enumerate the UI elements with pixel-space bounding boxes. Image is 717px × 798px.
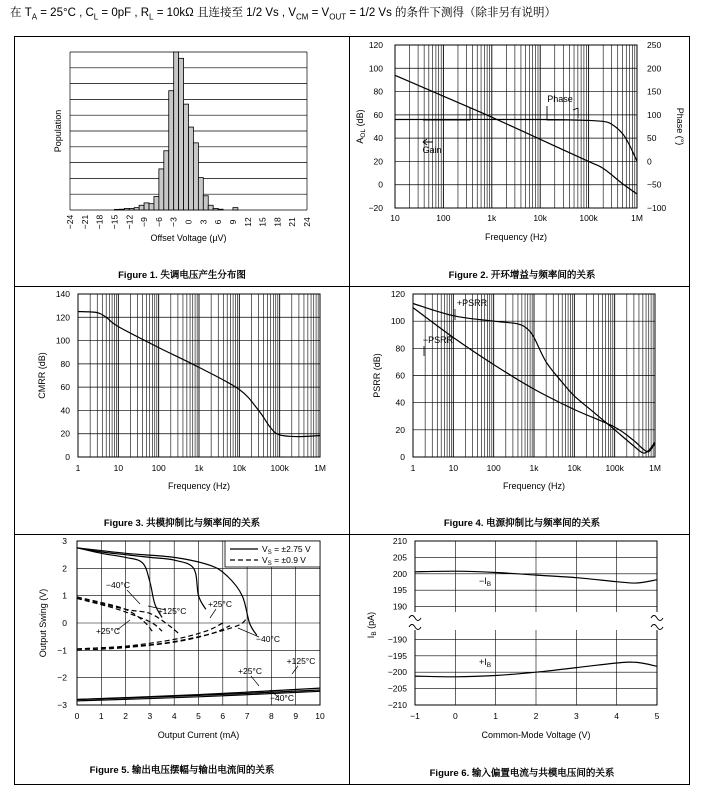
y-tick-label: 100 bbox=[55, 335, 70, 346]
chart-fig2 bbox=[355, 40, 685, 281]
x-tick-label: 15 bbox=[257, 217, 268, 227]
x-tick-label: 5 bbox=[196, 711, 201, 721]
cond-prefix: 在 T bbox=[10, 7, 32, 19]
chart-fig4 bbox=[372, 289, 661, 529]
y-tick-label: −2 bbox=[57, 672, 67, 683]
y-axis-label-part-1: B bbox=[371, 631, 378, 636]
y2-tick-label: 250 bbox=[647, 40, 662, 50]
histogram-bar bbox=[159, 169, 164, 210]
x-axis-label: Output Current (mA) bbox=[157, 730, 240, 740]
x-tick-label: 10k bbox=[533, 213, 548, 223]
y-tick-label: 120 bbox=[55, 312, 70, 323]
figure-caption: Figure 4. 电源抑制比与频率间的关系 bbox=[443, 518, 601, 529]
y-tick-label: 140 bbox=[55, 289, 70, 299]
x-tick-label: −18 bbox=[94, 214, 105, 230]
x-tick-label: 12 bbox=[242, 217, 253, 227]
y-tick-label: −195 bbox=[387, 650, 407, 661]
x-tick-label: 100 bbox=[486, 463, 501, 473]
x-tick-label: 2 bbox=[123, 711, 128, 721]
histogram-bar bbox=[119, 209, 124, 210]
histogram-bar bbox=[164, 151, 169, 210]
y-axis-label-part-2: (pA) bbox=[366, 611, 376, 632]
x-axis-label: Frequency (Hz) bbox=[167, 481, 231, 491]
neg-ib-annotation bbox=[479, 576, 491, 588]
chart-fig6 bbox=[366, 536, 663, 779]
gain-leader bbox=[423, 108, 470, 120]
neg-ib-annotation-part-0: −I bbox=[478, 576, 487, 586]
x-tick-label: 10 bbox=[315, 711, 325, 721]
x-tick-label: 1 bbox=[410, 463, 416, 473]
y-tick-label: −190 bbox=[387, 634, 407, 645]
pos-ib-annotation-part-0: +I bbox=[478, 657, 487, 667]
legend-entry-part-1: S bbox=[267, 549, 272, 556]
histogram-bar bbox=[144, 203, 149, 210]
temperature-annotation: −40°C bbox=[270, 693, 294, 703]
y-axis-label-part-0: A bbox=[355, 137, 365, 144]
x-tick-label: 3 bbox=[573, 711, 579, 721]
y-axis-label bbox=[366, 612, 378, 638]
phase-leader bbox=[547, 106, 578, 120]
cond-cl-val: = 0pF , R bbox=[98, 7, 150, 19]
y-tick-label: 0 bbox=[62, 618, 67, 628]
x-tick-label: −21 bbox=[79, 214, 90, 230]
histogram-bar bbox=[203, 196, 208, 210]
y2-tick-label: −50 bbox=[647, 179, 662, 190]
x-tick-label: 10 bbox=[113, 463, 124, 473]
y-axis-label bbox=[355, 109, 367, 143]
temperature-annotation: +25°C bbox=[208, 599, 232, 609]
x-tick-label: −15 bbox=[109, 214, 120, 230]
y-tick-label: 60 bbox=[395, 370, 405, 381]
y-tick-label: 80 bbox=[60, 358, 70, 369]
x-tick-label: 1M bbox=[631, 213, 643, 223]
chart-fig1 bbox=[53, 52, 312, 281]
x-tick-label: 8 bbox=[269, 711, 274, 721]
x-tick-label: 10k bbox=[567, 463, 582, 473]
x-tick-label: 5 bbox=[654, 711, 660, 721]
x-tick-label: 1M bbox=[649, 463, 661, 473]
y-tick-label: 60 bbox=[373, 109, 383, 120]
x-tick-label: 6 bbox=[220, 711, 226, 721]
x-tick-label: 1 bbox=[75, 463, 81, 473]
legend-entry-part-2: = ±2.75 V bbox=[271, 544, 311, 554]
histogram-bar bbox=[189, 127, 194, 210]
x-tick-label: 6 bbox=[213, 219, 224, 225]
histogram-bar bbox=[129, 208, 134, 210]
y-tick-label: 20 bbox=[395, 424, 405, 435]
x-tick-label: 10k bbox=[232, 463, 247, 473]
legend-entry-part-1: S bbox=[267, 560, 272, 567]
legend-entry-part-2: = ±0.9 V bbox=[271, 555, 306, 565]
x-tick-label: 18 bbox=[272, 217, 283, 227]
x-tick-label: 100 bbox=[151, 463, 166, 473]
cond-ta-sub: A bbox=[31, 12, 38, 22]
x-tick-label: 1k bbox=[529, 463, 539, 473]
y-tick-label: 200 bbox=[392, 568, 407, 579]
x-tick-label: −3 bbox=[168, 217, 179, 227]
x-tick-label: 7 bbox=[244, 711, 250, 721]
histogram-bar bbox=[233, 208, 238, 210]
x-tick-label: 3 bbox=[198, 219, 209, 225]
swing-curve bbox=[77, 548, 206, 610]
y-tick-label: 2 bbox=[62, 563, 67, 574]
neg-psrr-annotation: −PSRR bbox=[422, 335, 454, 345]
y-tick-label: −205 bbox=[387, 683, 407, 694]
histogram-bar bbox=[149, 204, 154, 210]
histogram-bar bbox=[174, 52, 179, 210]
x-tick-label: −1 bbox=[410, 711, 420, 721]
y-tick-label: 0 bbox=[400, 452, 405, 462]
y-tick-label: 40 bbox=[373, 133, 383, 144]
figure-caption: Figure 6. 输入偏置电流与共模电压间的关系 bbox=[429, 768, 615, 779]
y-tick-label: 195 bbox=[392, 585, 407, 596]
x-tick-label: 1M bbox=[314, 463, 326, 473]
cond-vout-sub: OUT bbox=[329, 12, 347, 22]
cond-cl-sub: L bbox=[93, 12, 99, 22]
y2-tick-label: 200 bbox=[647, 63, 662, 74]
x-tick-label: 3 bbox=[147, 711, 153, 721]
y-tick-label: 1 bbox=[62, 590, 67, 601]
y-tick-label: 100 bbox=[390, 316, 405, 327]
y-tick-label: 0 bbox=[65, 452, 70, 462]
x-tick-label: −6 bbox=[153, 217, 164, 227]
y-tick-label: 20 bbox=[373, 156, 383, 167]
temperature-annotation: +125°C bbox=[157, 606, 187, 616]
plot-area bbox=[395, 45, 637, 208]
legend-entry-part-0: V bbox=[262, 555, 268, 565]
y-axis-label-part-0: I bbox=[366, 635, 376, 639]
cond-ta-val: = 25°C , C bbox=[37, 7, 94, 19]
y-tick-label: 20 bbox=[60, 428, 70, 439]
figure-caption: Figure 3. 共模抑制比与频率间的关系 bbox=[103, 518, 261, 529]
x-tick-label: 1 bbox=[493, 711, 499, 721]
histogram-bar bbox=[193, 143, 198, 210]
cond-vcm-eq: = V bbox=[308, 7, 330, 19]
histogram-bar bbox=[154, 197, 159, 210]
histogram-bar bbox=[124, 208, 129, 210]
phase-annotation: Phase bbox=[547, 94, 573, 104]
x-tick-label: 4 bbox=[171, 711, 177, 721]
histogram-bar bbox=[198, 178, 203, 210]
pos-psrr-annotation: +PSRR bbox=[456, 298, 488, 308]
y-tick-label: −1 bbox=[57, 645, 67, 656]
figure-caption: Figure 1. 失调电压产生分布图 bbox=[118, 270, 246, 281]
x-tick-label: 1 bbox=[98, 711, 104, 721]
y-tick-label: 190 bbox=[392, 601, 407, 612]
x-tick-label: −12 bbox=[124, 214, 135, 230]
temperature-annotation: +125°C bbox=[286, 656, 316, 666]
histogram-bar bbox=[179, 58, 184, 210]
x-tick-label: 100k bbox=[270, 463, 289, 473]
y-tick-label: 40 bbox=[395, 397, 405, 408]
y2-tick-label: 150 bbox=[647, 86, 662, 97]
y-axis-label: CMRR (dB) bbox=[37, 352, 47, 399]
cond-rl-val: = 10kΩ 且连接至 1/2 Vs , V bbox=[153, 7, 296, 19]
pos-ib-annotation-part-1: B bbox=[486, 662, 492, 669]
cond-rl-sub: L bbox=[149, 12, 154, 22]
x-tick-label: 1k bbox=[194, 463, 204, 473]
y-axis-label: Output Swing (V) bbox=[38, 588, 48, 658]
y-tick-label: 3 bbox=[62, 536, 67, 546]
x-tick-label: −9 bbox=[139, 217, 150, 227]
series-phase-line bbox=[395, 119, 637, 161]
gain-annotation: Gain bbox=[422, 145, 442, 155]
chart-fig5 bbox=[38, 536, 325, 776]
x-tick-label: 9 bbox=[227, 219, 238, 225]
x-tick-label: 10 bbox=[448, 463, 459, 473]
y-tick-label: 120 bbox=[368, 40, 383, 50]
cond-suffix: = 1/2 Vs 的条件下测得（除非另有说明） bbox=[346, 7, 557, 19]
histogram-bar bbox=[208, 205, 213, 210]
y-tick-label: −200 bbox=[387, 667, 407, 678]
y-tick-label: −20 bbox=[368, 203, 383, 213]
y-tick-label: 210 bbox=[392, 536, 407, 546]
x-tick-label: 100k bbox=[579, 213, 598, 223]
x-axis-label: Frequency (Hz) bbox=[484, 232, 548, 242]
y-tick-label: 100 bbox=[368, 63, 383, 74]
temperature-annotation: −40°C bbox=[256, 634, 280, 644]
y-axis-label-part-2: (dB) bbox=[355, 109, 365, 129]
y-tick-label: 80 bbox=[395, 343, 405, 354]
y2-axis-label: Phase (°) bbox=[675, 107, 685, 146]
x-tick-label: 10 bbox=[390, 213, 400, 223]
pos-ib-annotation bbox=[479, 657, 491, 669]
y-tick-label: −3 bbox=[57, 700, 67, 710]
y-axis-label: PSRR (dB) bbox=[372, 353, 382, 398]
temperature-annotation: +25°C bbox=[96, 626, 120, 636]
y2-tick-label: 50 bbox=[647, 133, 657, 144]
y2-tick-label: 100 bbox=[647, 109, 662, 120]
legend bbox=[225, 541, 320, 567]
x-axis-label: Offset Voltage (µV) bbox=[150, 233, 227, 243]
neg-ib-annotation-part-1: B bbox=[486, 581, 492, 588]
cond-vcm-sub: CM bbox=[296, 12, 309, 22]
y2-tick-label: 0 bbox=[647, 156, 652, 167]
temperature-annotation: −40°C bbox=[106, 580, 130, 590]
histogram-bar bbox=[218, 209, 223, 210]
chart-fig3 bbox=[37, 289, 326, 529]
x-tick-label: 2 bbox=[533, 711, 539, 721]
x-tick-label: −24 bbox=[65, 214, 75, 230]
temperature-annotation: +25°C bbox=[238, 666, 262, 676]
histogram-bar bbox=[169, 91, 174, 210]
x-tick-label: 1k bbox=[487, 213, 497, 223]
x-tick-label: 9 bbox=[293, 711, 299, 721]
y-tick-label: 80 bbox=[373, 86, 383, 97]
y-axis-label-part-1: OL bbox=[360, 128, 367, 138]
legend-entry-part-0: V bbox=[262, 544, 268, 554]
histogram-bar bbox=[114, 209, 119, 210]
histogram-bar bbox=[139, 205, 144, 210]
x-axis-label: Frequency (Hz) bbox=[502, 481, 566, 491]
x-tick-label: 100 bbox=[436, 213, 451, 223]
histogram-bar bbox=[134, 208, 139, 210]
y-tick-label: 60 bbox=[60, 382, 70, 393]
y2-tick-label: −100 bbox=[647, 203, 667, 213]
y-tick-label: 120 bbox=[390, 289, 405, 299]
axis-break-band bbox=[409, 612, 663, 630]
x-tick-label: 100k bbox=[605, 463, 624, 473]
y-tick-label: −210 bbox=[387, 700, 407, 710]
y-tick-label: 0 bbox=[378, 179, 383, 190]
x-tick-label: 0 bbox=[452, 711, 458, 721]
y-tick-label: 205 bbox=[392, 552, 407, 563]
figure-caption: Figure 5. 输出电压摆幅与输出电流间的关系 bbox=[89, 765, 275, 776]
x-tick-label: 24 bbox=[302, 217, 312, 227]
x-tick-label: 4 bbox=[614, 711, 620, 721]
x-tick-label: 0 bbox=[74, 711, 80, 721]
y-axis-label: Population bbox=[53, 109, 63, 153]
y-tick-label: 40 bbox=[60, 405, 70, 416]
figure-caption: Figure 2. 开环增益与频率间的关系 bbox=[448, 270, 596, 281]
histogram-bar bbox=[184, 104, 189, 210]
histogram-bar bbox=[213, 208, 218, 210]
x-axis-label: Common-Mode Voltage (V) bbox=[481, 730, 591, 740]
series-gain-line bbox=[395, 75, 637, 194]
x-tick-label: 21 bbox=[287, 217, 298, 227]
x-tick-label: 0 bbox=[183, 219, 194, 225]
